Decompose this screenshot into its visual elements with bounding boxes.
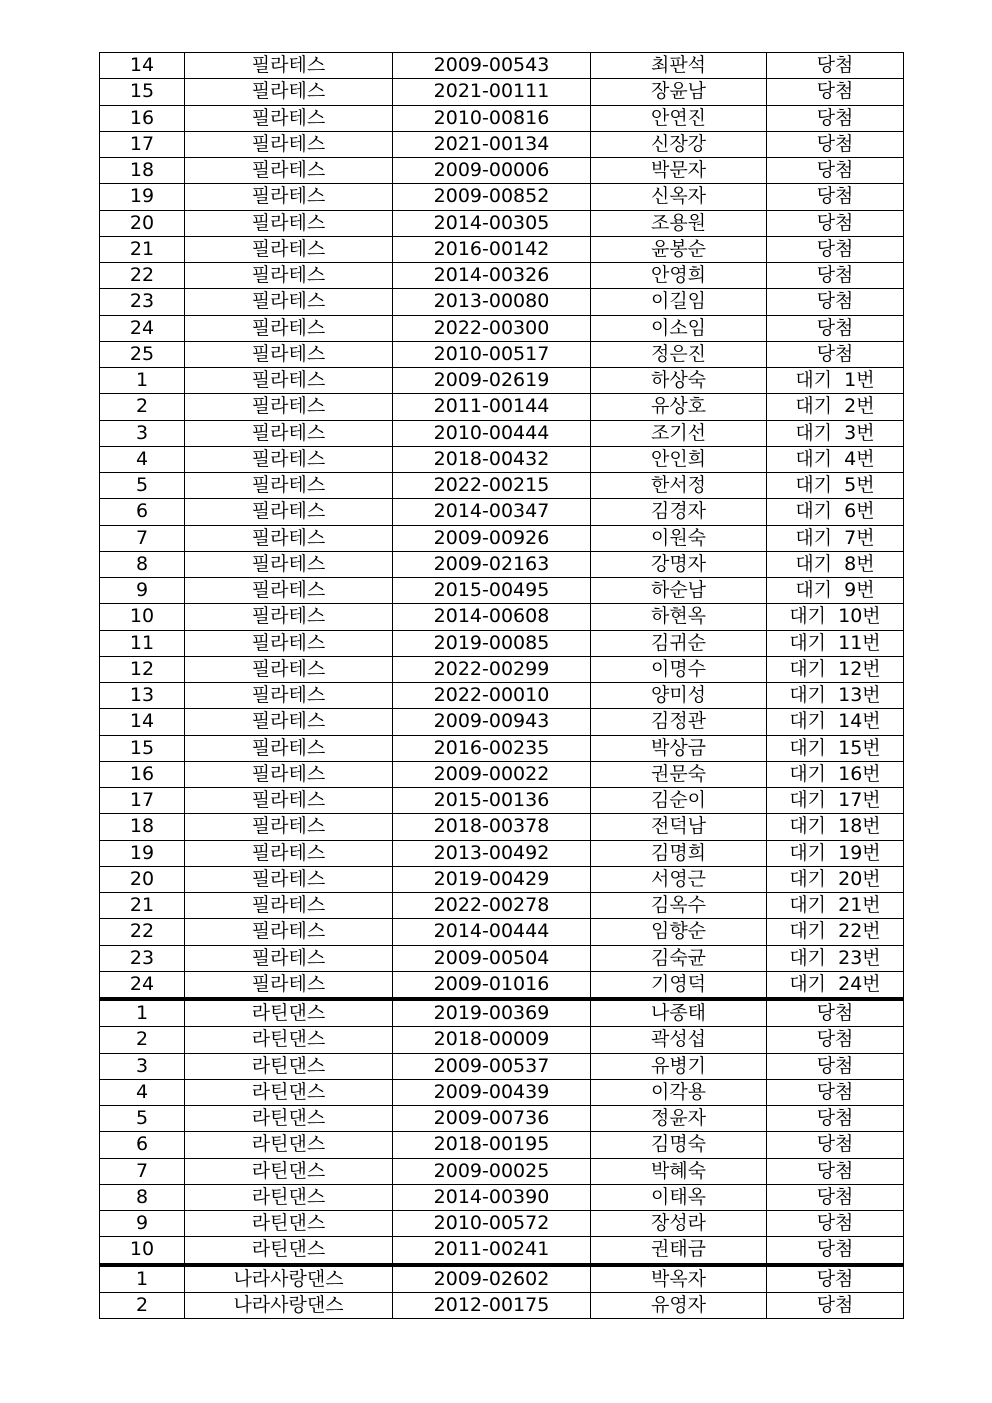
member-id-cell: 2009-02602 [393, 1265, 591, 1293]
member-id-cell: 2010-00816 [393, 105, 591, 131]
program-name-cell: 필라테스 [185, 499, 393, 525]
applicant-name-cell: 박문자 [591, 158, 767, 184]
member-id-cell: 2009-01016 [393, 971, 591, 999]
applicant-name-cell: 전덕남 [591, 814, 767, 840]
result-status-cell: 대기 17번 [767, 788, 904, 814]
table-row [100, 53, 904, 79]
result-status-cell: 대기 9번 [767, 578, 904, 604]
applicant-name-cell: 최판석 [591, 53, 767, 79]
table-row [100, 263, 904, 289]
table-row [100, 473, 904, 499]
table-row [100, 551, 904, 577]
result-status-cell: 대기 1번 [767, 368, 904, 394]
table-row [100, 1292, 904, 1318]
row-number-cell: 21 [100, 893, 185, 919]
member-id-cell: 2009-00025 [393, 1158, 591, 1184]
table-row [100, 158, 904, 184]
result-status-cell: 당첨 [767, 105, 904, 131]
row-number-cell: 5 [100, 473, 185, 499]
program-name-cell: 필라테스 [185, 945, 393, 971]
applicant-name-cell: 하상숙 [591, 368, 767, 394]
applicant-name-cell: 김옥수 [591, 893, 767, 919]
result-status-cell: 당첨 [767, 158, 904, 184]
row-number-cell: 12 [100, 656, 185, 682]
applicant-name-cell: 안영희 [591, 263, 767, 289]
program-name-cell: 나라사랑댄스 [185, 1292, 393, 1318]
member-id-cell: 2022-00300 [393, 315, 591, 341]
result-status-cell: 대기 4번 [767, 446, 904, 472]
table-row [100, 1132, 904, 1158]
program-name-cell: 필라테스 [185, 131, 393, 157]
result-status-cell: 당첨 [767, 999, 904, 1027]
applicant-name-cell: 장성라 [591, 1211, 767, 1237]
applicant-name-cell: 김경자 [591, 499, 767, 525]
member-id-cell: 2010-00444 [393, 420, 591, 446]
member-id-cell: 2013-00492 [393, 840, 591, 866]
applicant-name-cell: 하순남 [591, 578, 767, 604]
row-number-cell: 18 [100, 158, 185, 184]
program-name-cell: 필라테스 [185, 656, 393, 682]
row-number-cell: 14 [100, 53, 185, 79]
applicant-name-cell: 김명숙 [591, 1132, 767, 1158]
member-id-cell: 2014-00326 [393, 263, 591, 289]
row-number-cell: 15 [100, 735, 185, 761]
row-number-cell: 5 [100, 1106, 185, 1132]
program-name-cell: 라틴댄스 [185, 999, 393, 1027]
table-row [100, 840, 904, 866]
result-status-cell: 당첨 [767, 1265, 904, 1293]
result-status-cell: 대기 3번 [767, 420, 904, 446]
applicant-name-cell: 기영덕 [591, 971, 767, 999]
row-number-cell: 19 [100, 184, 185, 210]
result-status-cell: 당첨 [767, 315, 904, 341]
result-status-cell: 당첨 [767, 1132, 904, 1158]
table-row [100, 1053, 904, 1079]
member-id-cell: 2016-00142 [393, 236, 591, 262]
member-id-cell: 2009-00504 [393, 945, 591, 971]
table-row [100, 1265, 904, 1293]
result-status-cell: 당첨 [767, 1292, 904, 1318]
program-name-cell: 필라테스 [185, 105, 393, 131]
table-row [100, 1027, 904, 1053]
member-id-cell: 2013-00080 [393, 289, 591, 315]
applicant-name-cell: 윤봉순 [591, 236, 767, 262]
applicant-name-cell: 곽성섭 [591, 1027, 767, 1053]
member-id-cell: 2014-00444 [393, 919, 591, 945]
applicant-name-cell: 이명수 [591, 656, 767, 682]
program-name-cell: 필라테스 [185, 761, 393, 787]
program-name-cell: 필라테스 [185, 893, 393, 919]
applicant-name-cell: 유병기 [591, 1053, 767, 1079]
program-name-cell: 필라테스 [185, 630, 393, 656]
member-id-cell: 2015-00495 [393, 578, 591, 604]
member-id-cell: 2014-00608 [393, 604, 591, 630]
table-row [100, 604, 904, 630]
result-status-cell: 대기 16번 [767, 761, 904, 787]
row-number-cell: 14 [100, 709, 185, 735]
applicant-name-cell: 한서정 [591, 473, 767, 499]
applicant-name-cell: 김정관 [591, 709, 767, 735]
result-status-cell: 당첨 [767, 263, 904, 289]
table-row [100, 210, 904, 236]
table-row [100, 289, 904, 315]
program-name-cell: 필라테스 [185, 315, 393, 341]
row-number-cell: 3 [100, 1053, 185, 1079]
result-status-cell: 대기 19번 [767, 840, 904, 866]
table-row [100, 236, 904, 262]
result-status-cell: 대기 21번 [767, 893, 904, 919]
row-number-cell: 1 [100, 1265, 185, 1293]
applicant-name-cell: 이태옥 [591, 1184, 767, 1210]
program-name-cell: 라틴댄스 [185, 1237, 393, 1265]
row-number-cell: 17 [100, 131, 185, 157]
result-status-cell: 대기 22번 [767, 919, 904, 945]
member-id-cell: 2018-00378 [393, 814, 591, 840]
program-name-cell: 필라테스 [185, 79, 393, 105]
member-id-cell: 2012-00175 [393, 1292, 591, 1318]
member-id-cell: 2015-00136 [393, 788, 591, 814]
table-row [100, 630, 904, 656]
result-status-cell: 당첨 [767, 1053, 904, 1079]
applicant-name-cell: 이소임 [591, 315, 767, 341]
applicant-name-cell: 박혜숙 [591, 1158, 767, 1184]
result-status-cell: 대기 11번 [767, 630, 904, 656]
result-status-cell: 대기 15번 [767, 735, 904, 761]
row-number-cell: 8 [100, 551, 185, 577]
program-name-cell: 필라테스 [185, 210, 393, 236]
applicant-name-cell: 조용원 [591, 210, 767, 236]
member-id-cell: 2016-00235 [393, 735, 591, 761]
table-row [100, 1079, 904, 1105]
applicant-name-cell: 신장강 [591, 131, 767, 157]
row-number-cell: 2 [100, 1292, 185, 1318]
result-status-cell: 대기 14번 [767, 709, 904, 735]
table-row [100, 683, 904, 709]
result-status-cell: 당첨 [767, 1106, 904, 1132]
applicant-name-cell: 박옥자 [591, 1265, 767, 1293]
applicant-name-cell: 김명희 [591, 840, 767, 866]
member-id-cell: 2009-00852 [393, 184, 591, 210]
program-name-cell: 필라테스 [185, 473, 393, 499]
row-number-cell: 16 [100, 761, 185, 787]
table-row [100, 971, 904, 999]
member-id-cell: 2009-00926 [393, 525, 591, 551]
program-name-cell: 필라테스 [185, 289, 393, 315]
member-id-cell: 2009-00006 [393, 158, 591, 184]
row-number-cell: 9 [100, 1211, 185, 1237]
program-name-cell: 라틴댄스 [185, 1158, 393, 1184]
table-row [100, 866, 904, 892]
applicant-name-cell: 이각용 [591, 1079, 767, 1105]
table-row [100, 761, 904, 787]
table-row [100, 341, 904, 367]
result-status-cell: 당첨 [767, 1237, 904, 1265]
table-row [100, 999, 904, 1027]
program-name-cell: 라틴댄스 [185, 1211, 393, 1237]
applicant-name-cell: 나종태 [591, 999, 767, 1027]
program-name-cell: 필라테스 [185, 236, 393, 262]
program-name-cell: 필라테스 [185, 263, 393, 289]
applicant-name-cell: 조기선 [591, 420, 767, 446]
result-status-cell: 대기 5번 [767, 473, 904, 499]
table-row [100, 735, 904, 761]
lottery-result-table [99, 52, 904, 1319]
result-status-cell: 대기 20번 [767, 866, 904, 892]
member-id-cell: 2019-00429 [393, 866, 591, 892]
member-id-cell: 2011-00144 [393, 394, 591, 420]
row-number-cell: 4 [100, 1079, 185, 1105]
table-body [100, 53, 904, 1319]
member-id-cell: 2018-00009 [393, 1027, 591, 1053]
member-id-cell: 2019-00369 [393, 999, 591, 1027]
result-status-cell: 당첨 [767, 131, 904, 157]
program-name-cell: 필라테스 [185, 53, 393, 79]
row-number-cell: 22 [100, 263, 185, 289]
table-row [100, 131, 904, 157]
member-id-cell: 2009-00543 [393, 53, 591, 79]
applicant-name-cell: 유영자 [591, 1292, 767, 1318]
applicant-name-cell: 장윤남 [591, 79, 767, 105]
applicant-name-cell: 박상금 [591, 735, 767, 761]
program-name-cell: 필라테스 [185, 866, 393, 892]
result-status-cell: 대기 8번 [767, 551, 904, 577]
result-status-cell: 당첨 [767, 289, 904, 315]
member-id-cell: 2010-00517 [393, 341, 591, 367]
member-id-cell: 2018-00432 [393, 446, 591, 472]
program-name-cell: 필라테스 [185, 971, 393, 999]
applicant-name-cell: 권문숙 [591, 761, 767, 787]
result-status-cell: 당첨 [767, 1184, 904, 1210]
applicant-name-cell: 양미성 [591, 683, 767, 709]
row-number-cell: 9 [100, 578, 185, 604]
program-name-cell: 필라테스 [185, 788, 393, 814]
program-name-cell: 필라테스 [185, 368, 393, 394]
program-name-cell: 필라테스 [185, 578, 393, 604]
row-number-cell: 3 [100, 420, 185, 446]
result-status-cell: 당첨 [767, 210, 904, 236]
member-id-cell: 2022-00299 [393, 656, 591, 682]
row-number-cell: 11 [100, 630, 185, 656]
table-row [100, 893, 904, 919]
row-number-cell: 21 [100, 236, 185, 262]
program-name-cell: 필라테스 [185, 814, 393, 840]
member-id-cell: 2009-02163 [393, 551, 591, 577]
member-id-cell: 2011-00241 [393, 1237, 591, 1265]
row-number-cell: 18 [100, 814, 185, 840]
table-row [100, 79, 904, 105]
result-status-cell: 대기 18번 [767, 814, 904, 840]
row-number-cell: 17 [100, 788, 185, 814]
result-status-cell: 당첨 [767, 236, 904, 262]
table-row [100, 1211, 904, 1237]
row-number-cell: 10 [100, 604, 185, 630]
result-status-cell: 당첨 [767, 1079, 904, 1105]
program-name-cell: 필라테스 [185, 525, 393, 551]
applicant-name-cell: 유상호 [591, 394, 767, 420]
program-name-cell: 필라테스 [185, 184, 393, 210]
result-status-cell: 대기 13번 [767, 683, 904, 709]
applicant-name-cell: 안인희 [591, 446, 767, 472]
applicant-name-cell: 안연진 [591, 105, 767, 131]
row-number-cell: 7 [100, 1158, 185, 1184]
row-number-cell: 23 [100, 289, 185, 315]
result-status-cell: 대기 2번 [767, 394, 904, 420]
row-number-cell: 13 [100, 683, 185, 709]
table-row [100, 184, 904, 210]
row-number-cell: 1 [100, 368, 185, 394]
member-id-cell: 2022-00215 [393, 473, 591, 499]
program-name-cell: 필라테스 [185, 158, 393, 184]
member-id-cell: 2014-00347 [393, 499, 591, 525]
program-name-cell: 필라테스 [185, 446, 393, 472]
member-id-cell: 2021-00134 [393, 131, 591, 157]
result-status-cell: 당첨 [767, 53, 904, 79]
applicant-name-cell: 임향순 [591, 919, 767, 945]
table-row [100, 1158, 904, 1184]
table-row [100, 315, 904, 341]
row-number-cell: 24 [100, 315, 185, 341]
member-id-cell: 2009-00439 [393, 1079, 591, 1105]
program-name-cell: 필라테스 [185, 394, 393, 420]
table-row [100, 578, 904, 604]
member-id-cell: 2022-00278 [393, 893, 591, 919]
row-number-cell: 1 [100, 999, 185, 1027]
applicant-name-cell: 이길임 [591, 289, 767, 315]
program-name-cell: 필라테스 [185, 919, 393, 945]
program-name-cell: 라틴댄스 [185, 1106, 393, 1132]
member-id-cell: 2022-00010 [393, 683, 591, 709]
member-id-cell: 2014-00305 [393, 210, 591, 236]
table-row [100, 499, 904, 525]
member-id-cell: 2009-00943 [393, 709, 591, 735]
row-number-cell: 16 [100, 105, 185, 131]
program-name-cell: 라틴댄스 [185, 1079, 393, 1105]
applicant-name-cell: 정은진 [591, 341, 767, 367]
member-id-cell: 2009-02619 [393, 368, 591, 394]
result-status-cell: 대기 23번 [767, 945, 904, 971]
result-status-cell: 당첨 [767, 184, 904, 210]
applicant-name-cell: 권태금 [591, 1237, 767, 1265]
row-number-cell: 22 [100, 919, 185, 945]
row-number-cell: 6 [100, 499, 185, 525]
member-id-cell: 2019-00085 [393, 630, 591, 656]
row-number-cell: 19 [100, 840, 185, 866]
result-status-cell: 대기 12번 [767, 656, 904, 682]
table-row [100, 1184, 904, 1210]
result-status-cell: 대기 24번 [767, 971, 904, 999]
applicant-name-cell: 김숙균 [591, 945, 767, 971]
row-number-cell: 23 [100, 945, 185, 971]
member-id-cell: 2009-00736 [393, 1106, 591, 1132]
result-status-cell: 대기 7번 [767, 525, 904, 551]
table-row [100, 368, 904, 394]
member-id-cell: 2009-00022 [393, 761, 591, 787]
row-number-cell: 24 [100, 971, 185, 999]
program-name-cell: 필라테스 [185, 551, 393, 577]
table-row [100, 788, 904, 814]
row-number-cell: 7 [100, 525, 185, 551]
row-number-cell: 8 [100, 1184, 185, 1210]
program-name-cell: 라틴댄스 [185, 1132, 393, 1158]
result-status-cell: 대기 6번 [767, 499, 904, 525]
row-number-cell: 2 [100, 394, 185, 420]
result-status-cell: 대기 10번 [767, 604, 904, 630]
program-name-cell: 필라테스 [185, 735, 393, 761]
table-row [100, 420, 904, 446]
table-row [100, 656, 904, 682]
program-name-cell: 라틴댄스 [185, 1027, 393, 1053]
program-name-cell: 라틴댄스 [185, 1053, 393, 1079]
row-number-cell: 25 [100, 341, 185, 367]
result-status-cell: 당첨 [767, 1027, 904, 1053]
row-number-cell: 4 [100, 446, 185, 472]
applicant-name-cell: 김귀순 [591, 630, 767, 656]
result-status-cell: 당첨 [767, 79, 904, 105]
table-row [100, 105, 904, 131]
table-row [100, 1106, 904, 1132]
program-name-cell: 필라테스 [185, 420, 393, 446]
applicant-name-cell: 강명자 [591, 551, 767, 577]
row-number-cell: 15 [100, 79, 185, 105]
applicant-name-cell: 이원숙 [591, 525, 767, 551]
member-id-cell: 2018-00195 [393, 1132, 591, 1158]
table-row [100, 709, 904, 735]
table-row [100, 446, 904, 472]
row-number-cell: 6 [100, 1132, 185, 1158]
program-name-cell: 필라테스 [185, 604, 393, 630]
member-id-cell: 2021-00111 [393, 79, 591, 105]
program-name-cell: 필라테스 [185, 341, 393, 367]
member-id-cell: 2009-00537 [393, 1053, 591, 1079]
row-number-cell: 2 [100, 1027, 185, 1053]
applicant-name-cell: 김순이 [591, 788, 767, 814]
row-number-cell: 20 [100, 210, 185, 236]
table-row [100, 814, 904, 840]
member-id-cell: 2010-00572 [393, 1211, 591, 1237]
program-name-cell: 필라테스 [185, 709, 393, 735]
table-row [100, 919, 904, 945]
table-row [100, 525, 904, 551]
program-name-cell: 필라테스 [185, 840, 393, 866]
member-id-cell: 2014-00390 [393, 1184, 591, 1210]
program-name-cell: 필라테스 [185, 683, 393, 709]
row-number-cell: 10 [100, 1237, 185, 1265]
row-number-cell: 20 [100, 866, 185, 892]
table-row [100, 945, 904, 971]
program-name-cell: 라틴댄스 [185, 1184, 393, 1210]
table-row [100, 394, 904, 420]
result-status-cell: 당첨 [767, 1158, 904, 1184]
applicant-name-cell: 서영근 [591, 866, 767, 892]
applicant-name-cell: 하현옥 [591, 604, 767, 630]
program-name-cell: 나라사랑댄스 [185, 1265, 393, 1293]
table-row [100, 1237, 904, 1265]
result-status-cell: 당첨 [767, 1211, 904, 1237]
applicant-name-cell: 신옥자 [591, 184, 767, 210]
applicant-name-cell: 정윤자 [591, 1106, 767, 1132]
result-status-cell: 당첨 [767, 341, 904, 367]
